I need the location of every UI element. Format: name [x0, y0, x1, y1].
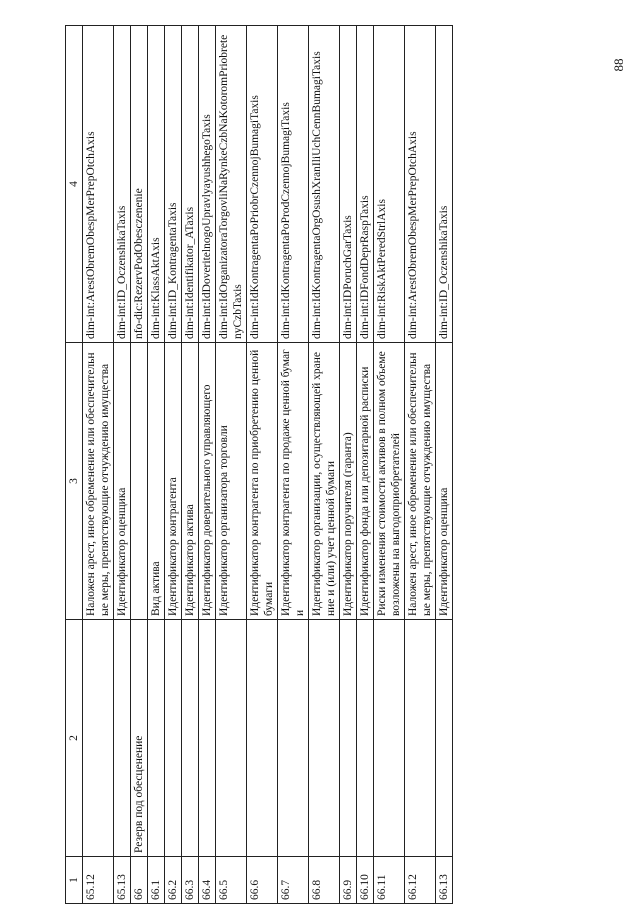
row-number: 66.4 [199, 857, 216, 904]
row-description: Идентификатор доверительного управляющего [199, 343, 216, 620]
row-description [131, 343, 148, 620]
table-row [182, 26, 199, 904]
row-name [182, 620, 199, 857]
table-row [357, 26, 374, 904]
row-description: Идентификатор актива [182, 343, 199, 620]
row-number: 65.12 [83, 857, 114, 904]
table-row [405, 26, 436, 904]
table-row [148, 26, 165, 904]
row-number: 66.1 [148, 857, 165, 904]
row-number: 66.6 [247, 857, 278, 904]
row-dimension: dim-int:IdOrganizatoraTorgovliNaRynkeCzbNaKotoromPriobretenyCzbTaxis [216, 26, 247, 343]
row-name [83, 620, 114, 857]
row-dimension: dim-int:IdKontragentaOrgOsushXranIliUchCennBumagiTaxis [309, 26, 340, 343]
table-row [131, 26, 148, 904]
row-number: 66.5 [216, 857, 247, 904]
table-row [199, 26, 216, 904]
row-name: Резерв под обесценение [131, 620, 148, 857]
row-dimension: dim-int:IDFondDeprRaspTaxis [357, 26, 374, 343]
rotated-page [65, 34, 535, 904]
row-dimension: dim-int:Identifikator_ATaxis [182, 26, 199, 343]
table-row [247, 26, 278, 904]
row-description: Идентификатор оценщика [436, 343, 453, 620]
page-number: 88 [611, 58, 626, 72]
row-description: Идентификатор поручителя (гаранта) [340, 343, 357, 620]
table-row [165, 26, 182, 904]
row-dimension: dim-int:IdDoveritelnogoUpravlyayushhegoTaxis [199, 26, 216, 343]
row-description: Идентификатор фонда или депозитарной расписки [357, 343, 374, 620]
row-dimension: dim-int:ArestObremObespMerPrepOtchAxis [83, 26, 114, 343]
row-description: Идентификатор контрагента по приобретению ценной бумаги [247, 343, 278, 620]
row-name [405, 620, 436, 857]
row-dimension: dim-int:KlassAktAxis [148, 26, 165, 343]
row-description: Идентификатор организации, осуществляющей хранение и (или) учет ценной бумаги [309, 343, 340, 620]
row-dimension: dim-int:ID_KontragentaTaxis [165, 26, 182, 343]
table-row [216, 26, 247, 904]
row-dimension: dim-int:ID_OczenshikaTaxis [436, 26, 453, 343]
row-number: 66.12 [405, 857, 436, 904]
row-number: 66.9 [340, 857, 357, 904]
row-dimension: dim-int:RiskAktPeredStrlAxis [374, 26, 405, 343]
row-number: 66.13 [436, 857, 453, 904]
row-name [357, 620, 374, 857]
row-dimension: dim-int:IdKontragentaPoProdCzennojBumagiTaxis [278, 26, 309, 343]
data-table [65, 25, 453, 904]
row-name [114, 620, 131, 857]
row-name [247, 620, 278, 857]
row-description: Идентификатор контрагента по продаже ценной бумаги [278, 343, 309, 620]
row-description: Идентификатор оценщика [114, 343, 131, 620]
row-name [165, 620, 182, 857]
table-row [83, 26, 114, 904]
row-description: Наложен арест, иное обременение или обеспечительные меры, препятствующие отчуждению имущества [83, 343, 114, 620]
row-name [309, 620, 340, 857]
header-row [66, 26, 83, 904]
row-dimension: nfo-dic:RezervPodObesczenenie [131, 26, 148, 343]
row-name [436, 620, 453, 857]
row-name [374, 620, 405, 857]
row-number: 65.13 [114, 857, 131, 904]
table-row [114, 26, 131, 904]
row-description: Идентификатор организатора торговли [216, 343, 247, 620]
row-dimension: dim-int:ID_OczenshikaTaxis [114, 26, 131, 343]
row-description: Идентификатор контрагента [165, 343, 182, 620]
header-col-4: 4 [66, 26, 83, 343]
row-description: Риски изменения стоимости активов в полном объеме возложены на выгодоприобретателей [374, 343, 405, 620]
header-col-1: 1 [66, 857, 83, 904]
row-number: 66.8 [309, 857, 340, 904]
table-row [340, 26, 357, 904]
row-dimension: dim-int:IDPoruchGarTaxis [340, 26, 357, 343]
row-name [199, 620, 216, 857]
row-name [340, 620, 357, 857]
table-row [309, 26, 340, 904]
row-number: 66 [131, 857, 148, 904]
row-name [216, 620, 247, 857]
row-name [278, 620, 309, 857]
table-row [436, 26, 453, 904]
row-description: Вид актива [148, 343, 165, 620]
table-row [278, 26, 309, 904]
row-number: 66.10 [357, 857, 374, 904]
table-row [374, 26, 405, 904]
header-col-2: 2 [66, 620, 83, 857]
row-number: 66.3 [182, 857, 199, 904]
header-col-3: 3 [66, 343, 83, 620]
row-description: Наложен арест, иное обременение или обеспечительные меры, препятствующие отчуждению имущества [405, 343, 436, 620]
row-name [148, 620, 165, 857]
row-dimension: dim-int:ArestObremObespMerPrepOtchAxis [405, 26, 436, 343]
row-dimension: dim-int:IdKontragentaPoPriobrCzennojBumagiTaxis [247, 26, 278, 343]
row-number: 66.2 [165, 857, 182, 904]
row-number: 66.11 [374, 857, 405, 904]
row-number: 66.7 [278, 857, 309, 904]
